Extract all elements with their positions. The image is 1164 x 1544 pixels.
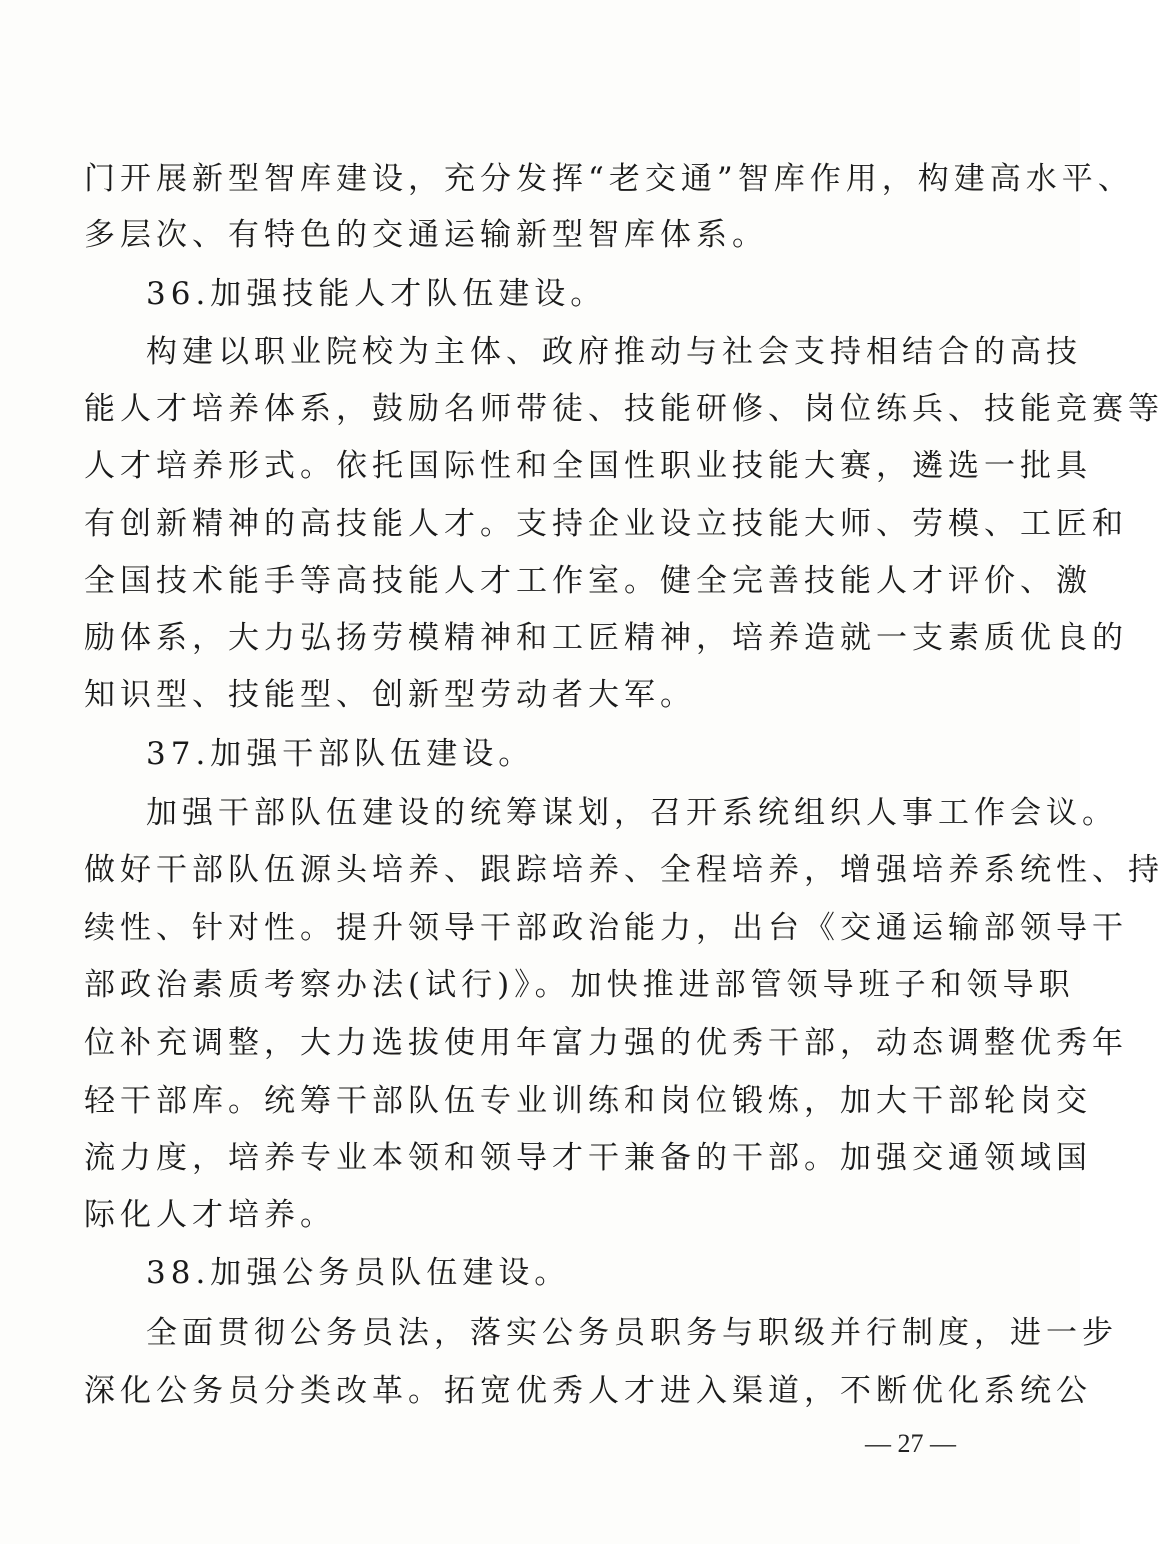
text-line: 做好干部队伍源头培养、跟踪培养、全程培养，增强培养系统性、持 bbox=[84, 852, 1164, 888]
section-heading-38: 38.加强公务员队伍建设。 bbox=[146, 1255, 571, 1291]
text-line: 位补充调整，大力选拔使用年富力强的优秀干部，动态调整优秀年 bbox=[84, 1025, 1128, 1061]
text-line: 全国技术能手等高技能人才工作室。健全完善技能人才评价、激 bbox=[84, 563, 1092, 599]
section-heading-36: 36.加强技能人才队伍建设。 bbox=[146, 276, 607, 312]
text-line: 续性、针对性。提升领导干部政治能力，出台《交通运输部领导干 bbox=[84, 910, 1128, 946]
text-line: 励体系，大力弘扬劳模精神和工匠精神，培养造就一支素质优良的 bbox=[84, 620, 1128, 656]
paragraph-start: 全面贯彻公务员法，落实公务员职务与职级并行制度，进一步 bbox=[146, 1315, 1118, 1351]
text-line: 门开展新型智库建设，充分发挥“老交通”智库作用，构建高水平、 bbox=[84, 161, 1134, 197]
text-line: 部政治素质考察办法(试行)》。加快推进部管领导班子和领导职 bbox=[84, 967, 1075, 1003]
text-line: 能人才培养体系，鼓励名师带徒、技能研修、岗位练兵、技能竞赛等 bbox=[84, 391, 1164, 427]
text-line: 深化公务员分类改革。拓宽优秀人才进入渠道，不断优化系统公 bbox=[84, 1373, 1092, 1409]
paragraph-start: 构建以职业院校为主体、政府推动与社会支持相结合的高技 bbox=[146, 334, 1082, 370]
section-heading-37: 37.加强干部队伍建设。 bbox=[146, 736, 535, 772]
page-number: — 27 — bbox=[865, 1429, 956, 1458]
text-line: 人才培养形式。依托国际性和全国性职业技能大赛，遴选一批具 bbox=[84, 448, 1092, 484]
paragraph-start: 加强干部队伍建设的统筹谋划，召开系统组织人事工作会议。 bbox=[146, 795, 1118, 831]
text-line: 知识型、技能型、创新型劳动者大军。 bbox=[84, 677, 696, 713]
text-line: 有创新精神的高技能人才。支持企业设立技能大师、劳模、工匠和 bbox=[84, 506, 1128, 542]
text-line: 多层次、有特色的交通运输新型智库体系。 bbox=[84, 217, 768, 253]
text-line: 轻干部库。统筹干部队伍专业训练和岗位锻炼，加大干部轮岗交 bbox=[84, 1083, 1092, 1119]
text-line: 流力度，培养专业本领和领导才干兼备的干部。加强交通领域国 bbox=[84, 1140, 1092, 1176]
text-line: 际化人才培养。 bbox=[84, 1197, 336, 1233]
